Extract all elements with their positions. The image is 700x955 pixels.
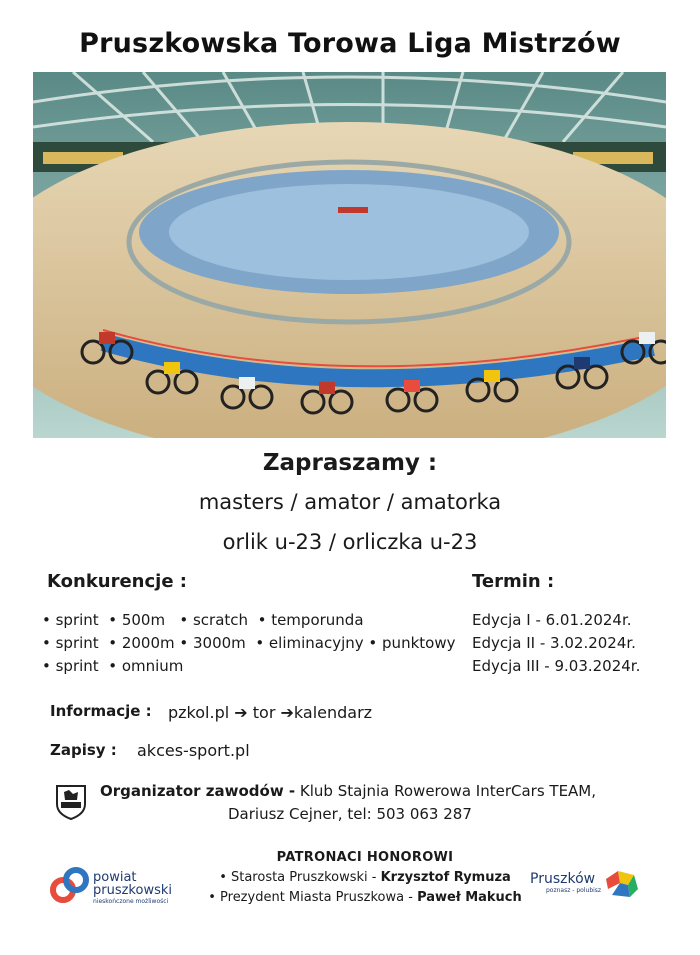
- signup-site[interactable]: akces-sport.pl: [137, 741, 250, 760]
- patron-1-name: Krzysztof Rymuza: [380, 870, 511, 885]
- info-label: Informacje :: [50, 702, 152, 720]
- pruszkow-tagline: poznasz - polubisz: [546, 887, 602, 894]
- powiat-line-1: powiat: [93, 870, 137, 885]
- patron-2-name: Paweł Makuch: [417, 890, 522, 905]
- info-path-tor: tor: [252, 703, 276, 722]
- dates-list: [472, 609, 640, 678]
- categories-line-2: orlik u-23 / orliczka u-23: [222, 530, 478, 554]
- competition-row: • sprint • omnium: [42, 657, 184, 675]
- poster-title: Pruszkowska Torowa Liga Mistrzów: [79, 28, 621, 59]
- organizer-line-2: Dariusz Cejner, tel: 503 063 287: [228, 805, 472, 823]
- organizer-label: Organizator zawodów -: [100, 782, 296, 800]
- signup-label: Zapisy :: [50, 741, 117, 759]
- organizer-badge-icon: [55, 782, 87, 820]
- competition-row: • sprint • 500m • scratch • temporunda: [42, 611, 364, 629]
- competitions-heading: Konkurencje :: [47, 571, 188, 592]
- patron-2-prefix: • Prezydent Miasta Pruszkowa -: [208, 890, 418, 905]
- info-path-kalendarz: kalendarz: [293, 703, 373, 722]
- date-row: Edycja II - 3.02.2024r.: [472, 634, 636, 652]
- pruszkow-logo-text: [530, 872, 601, 895]
- categories-line-1: masters / amator / amatorka: [198, 490, 502, 514]
- competitions-list: [42, 609, 455, 678]
- pruszkow-logo-icon: [604, 869, 640, 899]
- dates-heading: Termin :: [472, 571, 555, 592]
- organizer-line-1: Klub Stajnia Rowerowa InterCars TEAM,: [299, 782, 597, 800]
- velodrome-photo: [33, 72, 666, 438]
- invite-heading: Zapraszamy :: [262, 450, 438, 476]
- organizer-block: [100, 780, 596, 826]
- powiat-line-3: nieskończone możliwości: [93, 898, 169, 905]
- competition-row: • sprint • 2000m • 3000m • eliminacyjny • punktowy: [42, 634, 456, 652]
- arrow-icon: ➔: [234, 703, 248, 722]
- powiat-logo-icon: [50, 866, 90, 906]
- velodrome-illustration: [33, 72, 666, 438]
- info-site[interactable]: pzkol.pl: [168, 703, 230, 722]
- info-links: [168, 703, 372, 722]
- arrow-icon: ➔: [280, 703, 294, 722]
- patrons-block: [180, 848, 550, 908]
- patrons-heading: PATRONACI HONOROWI: [276, 850, 454, 865]
- date-row: Edycja III - 9.03.2024r.: [472, 657, 641, 675]
- date-row: Edycja I - 6.01.2024r.: [472, 611, 632, 629]
- powiat-line-2: pruszkowski: [93, 883, 172, 898]
- powiat-logo-text: [93, 871, 172, 906]
- patron-1-prefix: • Starosta Pruszkowski -: [219, 870, 381, 885]
- pruszkow-name: Pruszków: [530, 871, 596, 887]
